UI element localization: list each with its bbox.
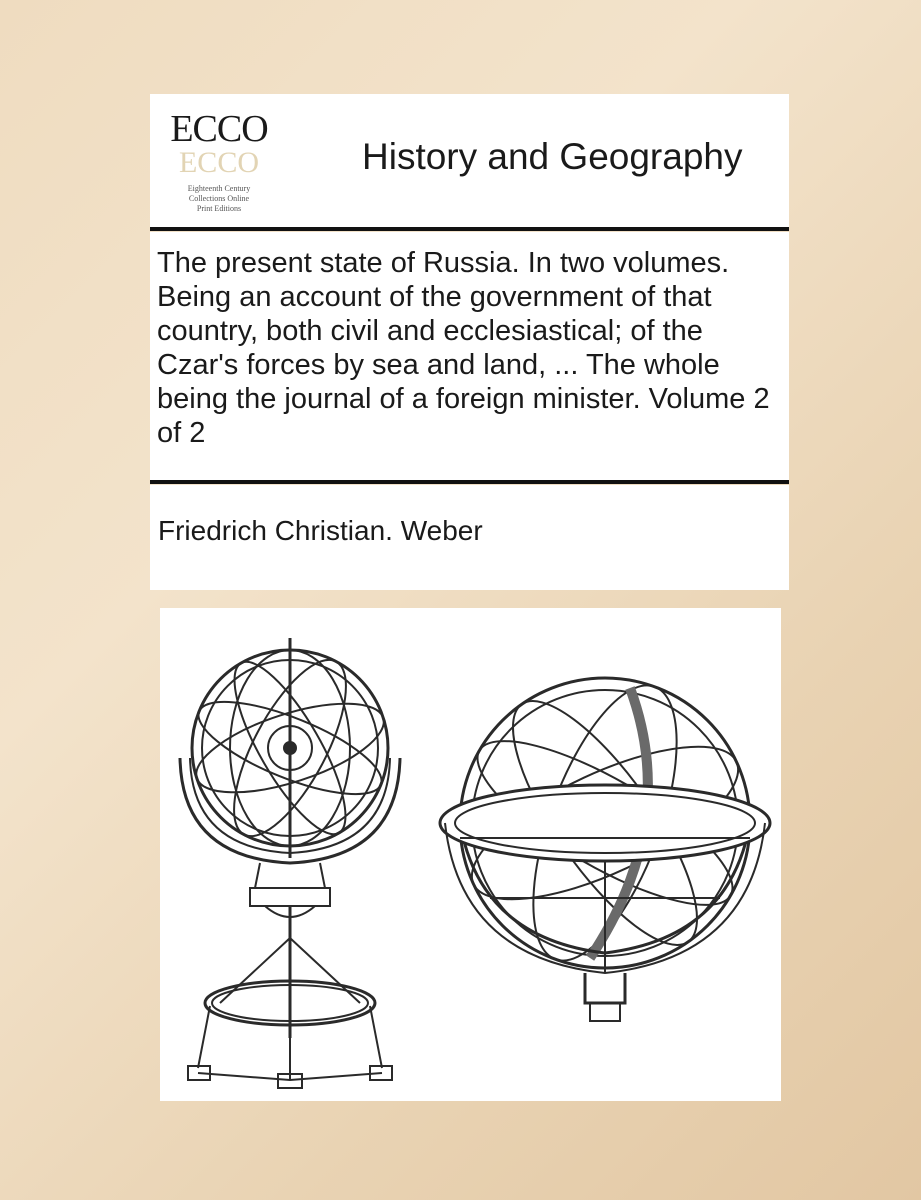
logo-letters: ECCO — [170, 108, 268, 150]
cover-illustration — [160, 608, 781, 1101]
ecco-logo — [164, 102, 274, 220]
divider — [150, 480, 789, 484]
series-title: History and Geography — [362, 136, 743, 177]
logo-caption-line: Collections Online — [188, 194, 250, 203]
logo-ghost-letters: ECCO — [178, 146, 259, 179]
logo-caption-line: Eighteenth Century — [187, 184, 251, 193]
book-title: The present state of Russia. In two volumes. Being an account of the government of that country, both civil and ecclesiastical; of the Czar's forces by sea and land, ... The whole being the journal of a foreign minister. Volume 2 of 2 — [157, 247, 770, 449]
logo-caption-line: Print Editions — [196, 204, 242, 213]
armillary-sphere-icon — [160, 608, 781, 1101]
right-armillary-sphere — [440, 668, 770, 1021]
title-block — [150, 232, 789, 480]
author-block — [150, 485, 789, 590]
logo-caption — [164, 184, 274, 214]
left-armillary-sphere — [180, 638, 400, 1088]
series-header — [150, 94, 789, 227]
divider — [150, 227, 789, 231]
book-author: Friedrich Christian. Weber — [158, 515, 483, 546]
